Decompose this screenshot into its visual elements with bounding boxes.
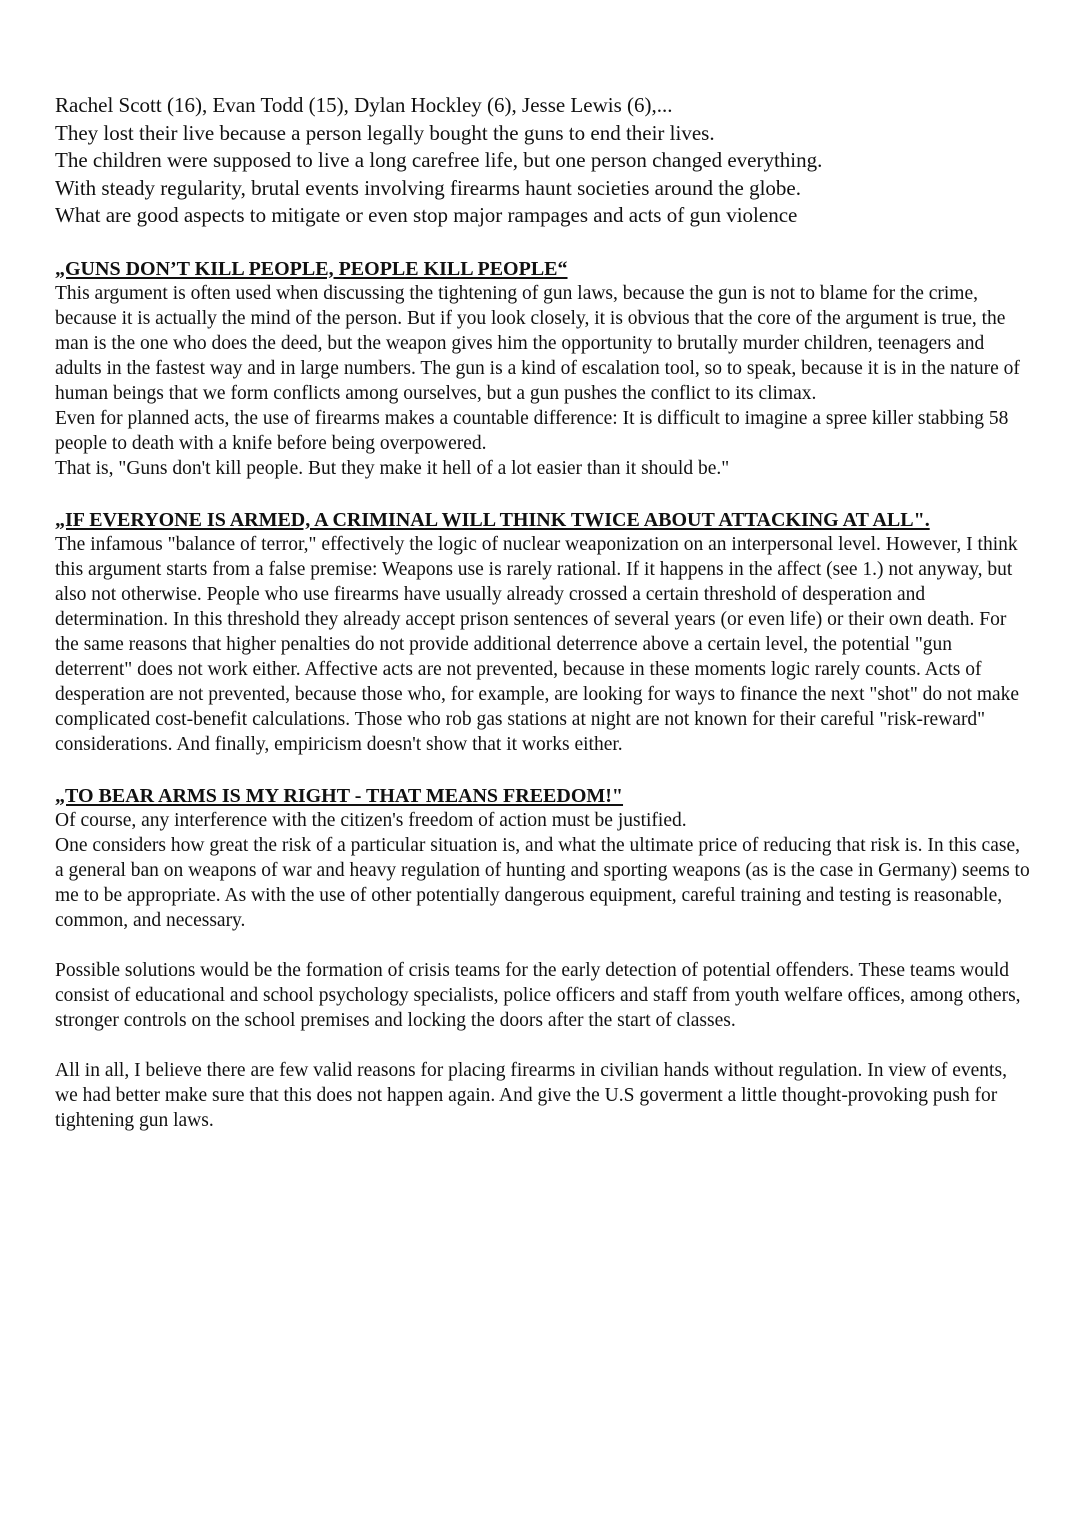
section-right-to-bear-arms — [55, 784, 1030, 933]
section-heading: „IF EVERYONE IS ARMED, A CRIMINAL WILL THINK TWICE ABOUT ATTACKING AT ALL". — [55, 508, 930, 531]
section-everyone-armed — [55, 508, 1030, 757]
intro-line: The children were supposed to live a long carefree life, but one person changed everything. — [55, 148, 823, 172]
section-heading: „GUNS DON’T KILL PEOPLE, PEOPLE KILL PEOPLE“ — [55, 257, 568, 280]
section-paragraph: Even for planned acts, the use of firearms makes a countable difference: It is difficult to imagine a spree killer stabbing 58 people to death with a knife before being overpowered. — [55, 407, 1009, 454]
intro-line: With steady regularity, brutal events involving firearms haunt societies around the globe. — [55, 175, 802, 200]
section-paragraph: Of course, any interference with the citizen's freedom of action must be justified. — [55, 809, 687, 831]
section-guns-dont-kill — [55, 257, 1030, 481]
section-paragraph: One considers how great the risk of a particular situation is, and what the ultimate price of reducing that risk is. In this case, a general ban on weapons of war and heavy regulation of hunting and sporting weapons (as is the case in Germany) seems to me to be appropriate. As with the use of other potentially dangerous equipment, careful training and testing is reasonable, common, and necessary. — [55, 834, 1030, 931]
intro-line: They lost their live because a person legally bought the guns to end their lives. — [55, 120, 715, 145]
document-page — [55, 92, 1030, 1133]
intro-line: What are good aspects to mitigate or even stop major rampages and acts of gun violence — [55, 203, 798, 227]
intro-paragraph — [55, 92, 1030, 230]
conclusion-paragraph: All in all, I believe there are few valid reasons for placing firearms in civilian hands without regulation. In view of events, we had better make sure that this does not happen again. And give the U.S goverment a little thought-provoking push for tightening gun laws. — [55, 1059, 1007, 1131]
section-paragraph: The infamous "balance of terror," effectively the logic of nuclear weaponization on an interpersonal level. However, I think this argument starts from a false premise: Weapons use is rarely rational. If it happens in the affect (see 1.) not anyway, but also not otherwise. People who use firearms have usually already crossed a certain threshold of desperation and determination. In this threshold they already accept prison sentences of several years (or even life) or their own death. For the same reasons that higher penalties do not provide additional deterrence above a certain level, the potential "gun deterrent" does not work either. Affective acts are not prevented, because in these moments logic rarely counts. Acts of desperation are not prevented, because those who, for example, are looking for ways to finance the next "shot" do not make complicated cost-benefit calculations. Those who rob gas stations at night are not known for their careful "risk-reward" considerations. And finally, empiricism doesn't show that it works either. — [55, 533, 1020, 755]
section-paragraph: That is, "Guns don't kill people. But they make it hell of a lot easier than it should be." — [55, 457, 730, 479]
intro-line: Rachel Scott (16), Evan Todd (15), Dylan Hockley (6), Jesse Lewis (6),... — [55, 93, 673, 117]
solutions-paragraph: Possible solutions would be the formation of crisis teams for the early detection of potential offenders. These teams would consist of educational and school psychology specialists, police officers and staff from youth welfare offices, among others, stronger controls on the school premises and locking the doors after the start of classes. — [55, 959, 1021, 1031]
section-paragraph: This argument is often used when discussing the tightening of gun laws, because the gun is not to blame for the crime, because it is actually the mind of the person. But if you look closely, it is obvious that the core of the argument is true, the man is the one who does the deed, but the weapon gives him the opportunity to brutally murder children, teenagers and adults in the fastest way and in large numbers. The gun is a kind of escalation tool, so to speak, because it is in the nature of human beings that we form conflicts among ourselves, but a gun pushes the conflict to its climax. — [55, 282, 1020, 404]
section-heading: „TO BEAR ARMS IS MY RIGHT - THAT MEANS FREEDOM!" — [55, 784, 624, 807]
